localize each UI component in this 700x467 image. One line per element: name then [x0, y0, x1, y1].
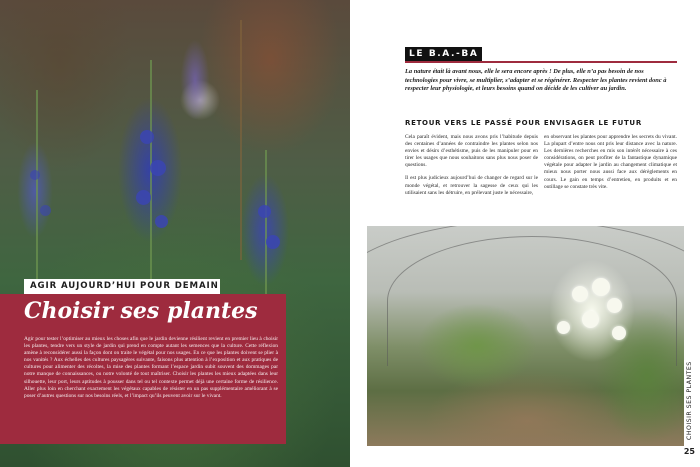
article-title: Choisir ses plantes — [24, 298, 258, 324]
flower-blossom — [30, 170, 40, 180]
greenhouse-arch — [387, 236, 677, 366]
page-number: 25 — [683, 447, 695, 456]
delphinium-stem — [36, 90, 38, 280]
hydrangea-bloom — [607, 298, 622, 313]
flower-blossom — [136, 190, 151, 205]
flower-blossom — [140, 130, 154, 144]
cane-stem — [240, 20, 242, 260]
hydrangea-bloom — [582, 311, 599, 328]
section-label: LE B.A.-BA — [405, 47, 482, 61]
hydrangea-bloom — [592, 278, 610, 296]
greenhouse-photo — [367, 226, 684, 446]
flower-blossom — [266, 235, 280, 249]
section-rule — [405, 61, 677, 63]
paragraph: en observant les plantes pour apprendre les secrets du vivant. La plupart d’entre nous ont pris leur distance avec la nature. Les dernières recherches en mis son intérêt nécessaire à ces considérations, on peut profiter de la fantastique dynamique végétale pour adapter le jardin au changement climatique et mieux nous porter nous aussi face aux dérèglements en cours. Le gain en temps d’entretien, en produits et en outillage se constate très vite. — [544, 134, 677, 190]
flower-blossom — [150, 160, 166, 176]
hydrangea-bloom — [557, 321, 570, 334]
right-page — [350, 0, 700, 467]
flower-blossom — [155, 215, 168, 228]
paragraph: Il est plus judicieux aujourd’hui de changer de regard sur le monde végétal, et retrouver la sagesse de ceux qui les utilisaient sans les détruire, en prélevant juste le nécessaire, — [405, 175, 538, 196]
text-column-left — [405, 134, 538, 197]
text-column-right — [544, 134, 677, 191]
title-panel-body: Agir pour tester l’optimiser au mieux les choses afin que le jardin devienne résilient revient en premier lieu à choisir les plantes, tendre vers un style de jardin qui prend en compte autant les semences que la culture. Cette réflexion amène à reconsidérer aussi la façon dont on traite le végétal pour nos usages. En ce que les plantes doivent se plier à nos vanités ? Aux échelles des cultures paysagères suivante, faisons plus attention à l’exposition et aux pratiques de cultures pour alimenter des récoltes, la mise des plantes formant l’espace jardin subit souvent des dommages par notre manque de connaissances, ou notre volonté de tout maîtriser. Choisir les plantes les mieux adaptées dans leur silhouette, leur port, leurs aptitudes à pousser dans tel ou tel contexte permet déjà une certaine forme de résilience. Aller plus loin en cherchant exactement les végétaux capables de résister en un pas supplémentaire améliorant à se poser d’autres questions sur nos besoins réels, et l’impact qu’ils peuvent avoir sur le vivant. — [24, 336, 278, 399]
hydrangea-bloom — [572, 286, 588, 302]
intro-paragraph: La nature était là avant nous, elle le sera encore après ! De plus, elle n’a pas besoin de nos technologies pour vivre, se multiplier, s’adapter et se régénérer. Respecter les plantes revient donc à respecter leur physiologie, et leurs besoins quand on décide de les cultiver au jardin. — [405, 68, 667, 93]
title-panel — [0, 294, 286, 444]
flower-blossom — [258, 205, 271, 218]
kicker-label: AGIR AUJOURD’HUI POUR DEMAIN — [24, 279, 220, 294]
paragraph: Cela paraît évident, mais nous avons pris l’habitude depuis des centaines d’années de contraindre les plantes selon nos envies et désirs d’esthétisme, puis de les manipuler pour en tirer les usages que nous souhaitons sans plus nous poser de questions. — [405, 134, 538, 169]
delphinium-stem — [265, 150, 267, 300]
subheading: RETOUR VERS LE PASSÉ POUR ENVISAGER LE FUTUR — [405, 119, 642, 127]
flower-blossom — [40, 205, 51, 216]
running-title: CHOISIR SES PLANTES — [686, 361, 693, 440]
hydrangea-bloom — [612, 326, 626, 340]
